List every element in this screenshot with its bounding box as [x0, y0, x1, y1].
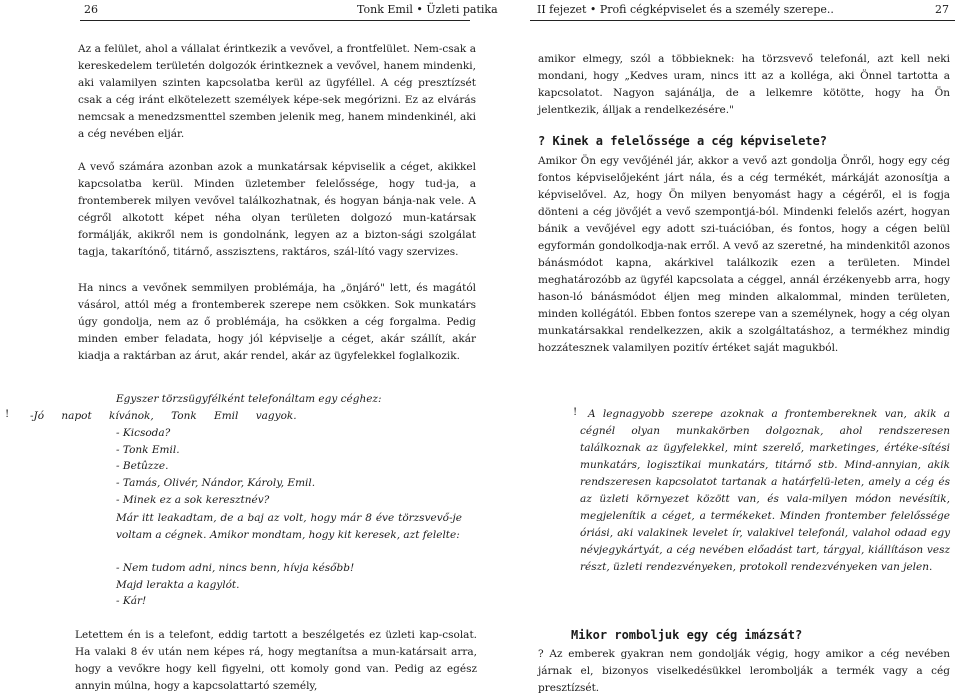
section-heading-image: Mikor romboljuk egy cég imázsát?	[571, 628, 803, 642]
right-header-rule	[530, 20, 955, 21]
story-exclamation-icon: !	[5, 408, 10, 420]
story-line: - Kicsoda?	[116, 427, 171, 439]
story-line: - Nem tudom adni, nincs benn, hívja később!	[116, 562, 355, 574]
section-heading-responsibility: ? Kinek a felelőssége a cég képviselete?	[538, 134, 827, 148]
story-line: Majd lerakta a kagylót.	[116, 579, 240, 591]
right-page-number: 27	[935, 3, 949, 16]
right-paragraph-1: amikor elmegy, szól a többieknek: ha törzsvevő telefonál, azt kell neki mondani, hogy „Kedves uram, nincs itt az a kolléga, aki Önnel tartotta a kapcsolatot. Nagyon sajánálja, de a lelkemre kötötte, hogy ha Ön jelentkezik, álljak a rendelkezésére."	[538, 53, 950, 116]
story-line: - Tonk Emil.	[116, 444, 180, 456]
story-line: Egyszer törzsügyfélként telefonáltam egy céghez:	[116, 393, 382, 405]
left-header-rule	[80, 20, 470, 21]
frontline-note-text: A legnagyobb szerepe azoknak a frontembereknek van, akik a cégnél olyan munkakörben dolgoznak, ahol rendszeresen találkoznak az ügyfelekkel, mint szerelő, marketinges, értéke-sítési munkatárs, logisztikai munkatárs, titárnő stb. Mind-annyian, akik rendszeresen kapcsolatot tartanak a határfelü-leten, amely a cég és az üzleti környezet között van, és vala-milyen módon nevésítik, megjelenítik a céget, a termékeket. Minden frontember felelőssége óriási, aki valakinek levelet ír, valakivel telefonál, valahol odaad egy névjegykártyát, a cég nevében előadást tart, tárgyal, kiállításon vesz részt, üzleti rendezvényeken, protokoll rendezvényeken van jelen.	[580, 408, 950, 573]
left-paragraph-4: Letettem én is a telefont, eddig tartott a beszélgetés ez üzleti kap-csolat. Ha valaki 8 év után nem képes rá, hogy megtanítsa a mun-katársait arra, hogy a vevőkre hogy kell figyelni, ott komoly gond van. Pedig az egész annyin múlna, hogy a kapcsolattartó személy,	[75, 629, 477, 692]
story-line: -Jó napot kívánok, Tonk Emil vagyok.	[30, 410, 297, 422]
right-page	[480, 0, 960, 699]
right-running-head: II fejezet • Profi cégképviselet és a személy szerepe..	[537, 3, 834, 16]
left-paragraph-3: Ha nincs a vevőnek semmilyen problémája, ha „önjáró" lett, és magától vásárol, attól még a frontemberek szerepe nem csökken. Sok munkatárs úgy gondolja, nem az ő problémája, ha csökken a cég forgalma. Pedig minden ember feladata, hogy jól képviselje a céget, akár szállít, akár kiadja a raktárban az árut, akár rendel, akár az ügyfelekkel foglalkozik.	[78, 282, 476, 362]
story-line: - Tamás, Olivér, Nándor, Károly, Emil.	[116, 477, 316, 489]
story-line: - Betûzze.	[116, 460, 169, 472]
story-line: - Minek ez a sok keresztnév?	[116, 494, 270, 506]
left-paragraph-2: A vevő számára azonban azok a munkatársak képviselik a céget, akikkel kapcsolatba kerül. Minden üzletember felelőssége, hogy tud-ja, a frontemberek milyen vevővel találkozhatnak, és hogyan bánja-nak vele. A cégről alkotott képet néha olyan területen dolgozó mun-katársak formálják, akikről nem is gondolnánk, legyen az a bizton-sági szolgálat tagja, takarítónő, titárnő, asszisztens, raktáros, szál-lító vagy szervizes.	[78, 161, 476, 258]
left-page-number: 26	[84, 3, 98, 16]
note-exclamation-icon: !	[573, 406, 578, 418]
right-paragraph-3: ? Az emberek gyakran nem gondolják végig, hogy amikor a cég nevében járnak el, bizonyos viselkedésükkel lerombolják a termék vagy a cég presztízsét.	[538, 648, 950, 694]
story-line: Már itt leakadtam, de a baj az volt, hogy már 8 éve törzsvevő-je voltam a cégnek. Amikor mondtam, hogy kit keresek, azt felelte:	[116, 512, 462, 541]
left-running-head: Tonk Emil • Üzleti patika	[357, 3, 498, 16]
left-paragraph-1: Az a felület, ahol a vállalat érintkezik a vevővel, a frontfelület. Nem-csak a kereskedelem területén dolgozók érintkeznek a vevővel, hanem mindenki, aki valamilyen szinten kapcsolatba kerül az ügyféllel. A cég presztízsét csak a cég iránt elkötelezett személyek képe-sek megórizni. Ez az elvárás nemcsak a menedzsmenttel szemben jelenik meg, hanem mindenkinél, aki a cég nevében eljár.	[78, 43, 476, 140]
story-line: - Kár!	[116, 595, 147, 607]
right-paragraph-2: Amikor Ön egy vevőjénél jár, akkor a vevő azt gondolja Önről, hogy egy cég fontos képviselőjeként járt nála, és a cég termékét, márkáját azonosítja a képviselővel. Az, hogy Ön milyen benyomást hagy a cégéről, el is fogja dönteni a cég jövőjét a vevő szempontjá-ból. Mindenki felelős azért, hogyan bánik a vevőjével egy adott szi-tuációban, és fontos, hogy a cégen belül egyformán gondolkodja-nak erről. A vevő az szeretné, ha mindenkitől azonos bánásmódot kapna, akárkivel találkozik ezen a területen. Mindel meghatározóbb az ügyfél kapcsolata a céggel, annál érzékenyebb arra, hogy hason-ló bánásmódot éljen meg minden alkalommal, minden területen, minden kollégától. Ebben fontos szerepe van a személynek, hogy a cég olyan munkatársakkal rendelkezzen, akik a szolgáltatáshoz, a termékhez mindig hozzátesznek valamilyen pozitív értéket saját magukból.	[538, 155, 950, 354]
